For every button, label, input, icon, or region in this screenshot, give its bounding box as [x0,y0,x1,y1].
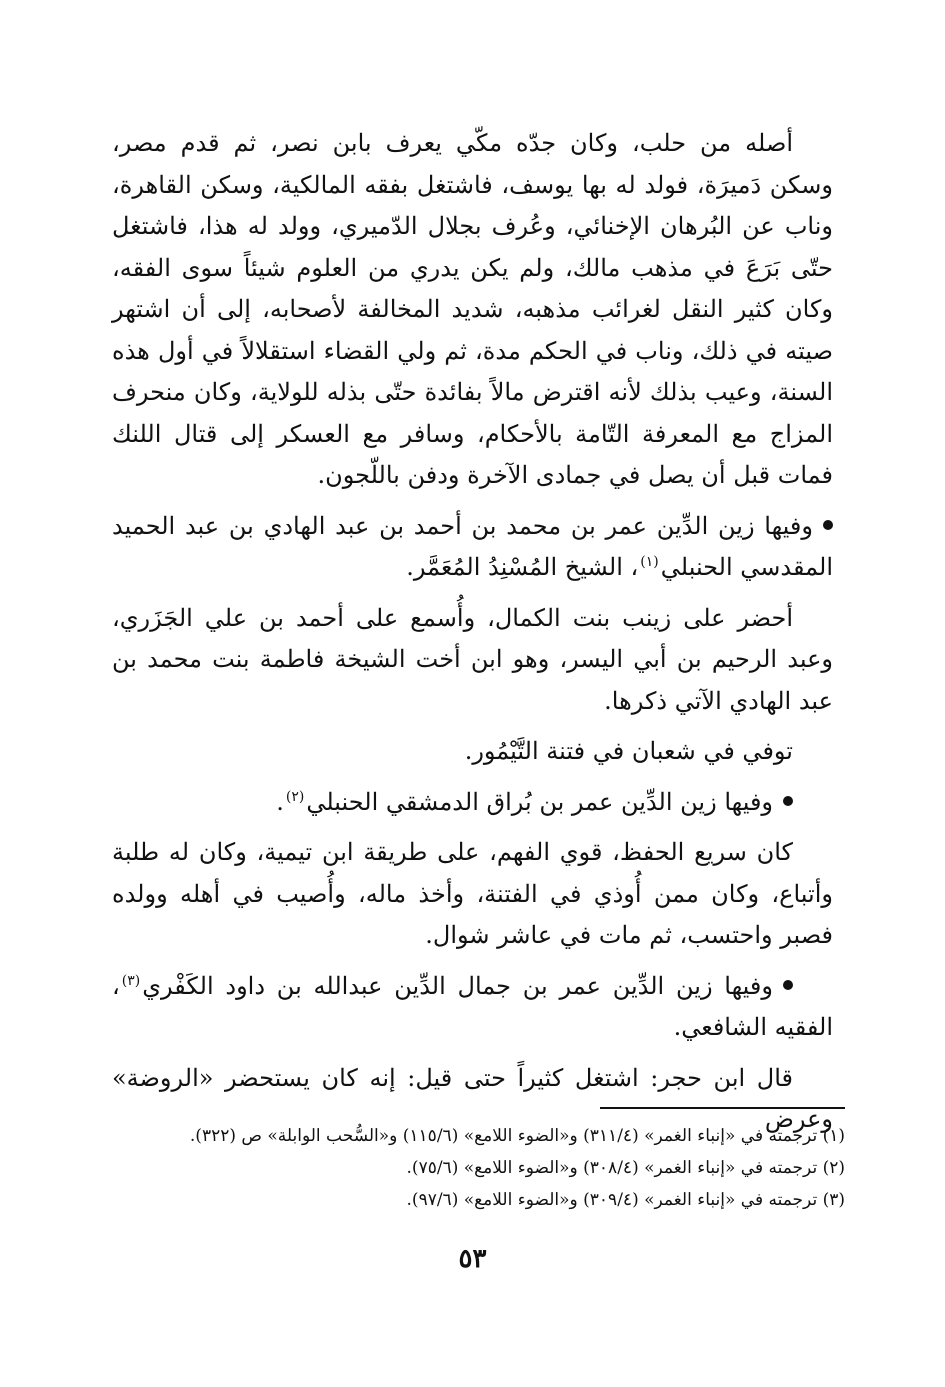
entry-text-continued: ، الشيخ المُسْنِدُ المُعَمَّر. [406,553,639,581]
paragraph-text: أصله من حلب، وكان جدّه مكّي يعرف بابن نصر، ثم قدم مصر، وسكن دَميرَة، فولد له بها يوسف، فاشتغل بفقه المالكية، وسكن القاهرة، وناب عن البُرهان الإخنائي، وعُرف بجلال الدّميري، وولد له هذا، فاشتغل حتّى بَرَعَ في مذهب مالك، ولم يكن يدري من العلوم شيئاً سوى الفقه، وكان كثير النقل لغرائب مذهبه، شديد المخالفة لأصحابه، إلى أن اشتهر صيته في ذلك، وناب في الحكم مدة، ثم ولي القضاء استقلالاً في أول هذه السنة، وعيب بذلك لأنه اقترض مالاً بفائدة حتّى بذله للولاية، وكان منحرف المزاج مع المعرفة التّامة بالأحكام، وسافر مع العسكر إلى قتال اللنك فمات قبل أن يصل في جمادى الآخرة ودفن باللّجون. [112,129,833,489]
entry-text: وفيها زين الدِّين عمر بن جمال الدِّين عبدالله بن داود الكَفْري [142,971,773,1000]
biography-paragraph [112,598,833,723]
page-number: ٥٣ [458,1244,487,1274]
biography-paragraph [112,123,833,497]
biography-paragraph [112,832,833,957]
footnote-separator [600,1107,845,1109]
footnote-1: (١) ترجمته في «إنباء الغمر» (٣١١/٤) و«الضوء اللامع» (١١٥/٦) و«السُّحب الوابلة» ص (٣٢٢). [189,1126,845,1146]
footnote-3: (٣) ترجمته في «إنباء الغمر» (٣٠٩/٤) و«الضوء اللامع» (٩٧/٦). [406,1190,845,1210]
paragraph-text: توفي في شعبان في فتنة التَّيْمُور. [464,737,793,765]
entry-text-continued: . [276,787,284,816]
paragraph-text: أحضر على زينب بنت الكمال، وأُسمع على أحمد بن علي الجَزَري، وعبد الرحيم بن أبي اليسر، وهو ابن أخت الشيخة فاطمة بنت محمد بن عبد الهادي الآتي ذكرها. [112,603,833,715]
main-text [112,123,833,1150]
paragraph-text: قال ابن حجر: اشتغل كثيراً حتى قيل: إنه كان يستحضر «الروضة» وعرض [112,1063,833,1133]
footnotes [112,1120,845,1216]
bullet-entry [112,506,833,589]
bullet-icon [823,520,833,530]
entry-text-continued: ، الفقيه الشافعي. [112,971,833,1041]
paragraph-text: كان سريع الحفظ، قوي الفهم، على طريقة ابن تيمية، وكان له طلبة وأتباع، وكان ممن أُوذي في الفتنة، وأخذ ماله، وأُصيب في أهله وولده فصبر واحتسب، ثم مات في عاشر شوال. [112,838,833,949]
footnote-reference: (٣) [121,972,141,989]
bullet-icon [783,980,793,990]
footnote-reference: (٢) [285,788,305,805]
entry-text: وفيها زين الدِّين عمر بن محمد بن أحمد بن عبد الهادي بن عبد الحميد المقدسي الحنبلي [112,511,833,581]
entry-text: وفيها زين الدِّين عمر بن بُراق الدمشقي الحنبلي [306,787,773,816]
footnote-2: (٢) ترجمته في «إنباء الغمر» (٣٠٨/٤) و«الضوء اللامع» (٧٥/٦). [406,1158,845,1178]
footnote-reference: (١) [640,554,659,570]
bullet-entry [112,966,833,1049]
bullet-icon [783,796,793,806]
bullet-entry [112,782,833,824]
biography-paragraph [112,731,833,773]
